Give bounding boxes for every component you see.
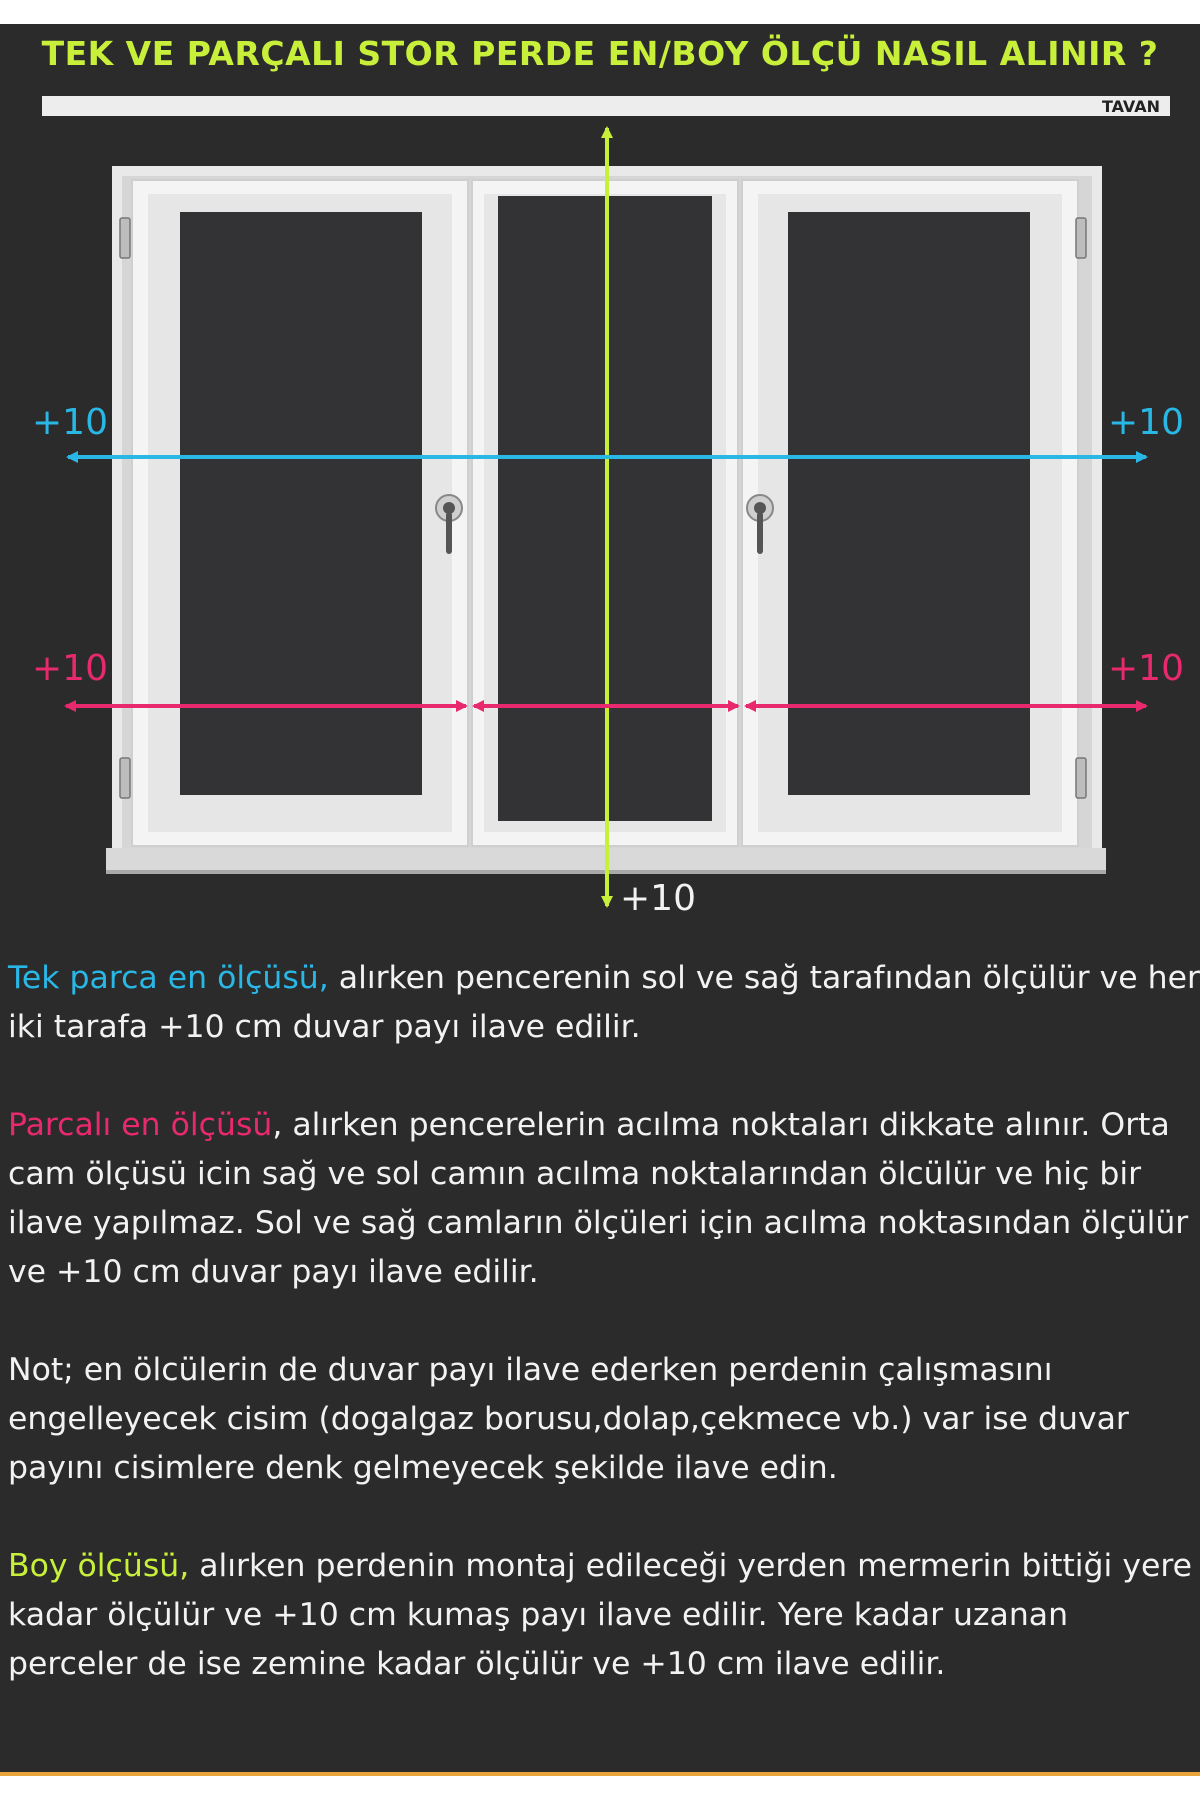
paragraph-note bbox=[8, 1346, 1200, 1493]
page-title: TEK VE PARÇALI STOR PERDE EN/BOY ÖLÇÜ NASIL ALINIR ? bbox=[41, 34, 1159, 73]
paragraph-highlight: Tek parca en ölçüsü, bbox=[8, 960, 329, 996]
paragraph-highlight: Boy ölçüsü, bbox=[8, 1548, 190, 1584]
instruction-sheet bbox=[0, 24, 1200, 1772]
pink-right-label: +10 bbox=[1108, 648, 1184, 689]
window-measurement-diagram bbox=[0, 24, 1200, 924]
bottom-accent-strip bbox=[0, 1772, 1200, 1776]
ceiling-bar bbox=[42, 96, 1170, 116]
paragraph-body: alırken pencerenin sol ve sağ tarafından ölçülür ve her iki tarafa +10 cm duvar payı ilave edilir. bbox=[8, 960, 1200, 1045]
green-bottom-label: +10 bbox=[620, 878, 696, 919]
blue-left-label: +10 bbox=[32, 402, 108, 443]
instructions-text bbox=[8, 954, 1200, 1689]
left-sash bbox=[132, 180, 468, 846]
pink-left-label: +10 bbox=[32, 648, 108, 689]
paragraph-body: alırken perdenin montaj edileceği yerden mermerin bittiği yere kadar ölçülür ve +10 cm kumaş payı ilave edilir. Yere kadar uzanan perceler de ise zemine kadar ölçülür ve +10 cm ilave edilir. bbox=[8, 1548, 1192, 1682]
ceiling-label: TAVAN bbox=[1101, 97, 1160, 116]
paragraph-single-width bbox=[8, 954, 1200, 1052]
paragraph-body: , alırken pencerelerin acılma noktaları dikkate alınır. Orta cam ölçüsü icin sağ ve sol camın acılma noktalarından ölcülür ve hiç bir ilave yapılmaz. Sol ve sağ camların ölçüleri için acılma noktasından ölçülür ve +10 cm duvar payı ilave edilir. bbox=[8, 1107, 1189, 1290]
paragraph-highlight: Parcalı en ölçüsü bbox=[8, 1107, 273, 1143]
paragraph-split-width bbox=[8, 1101, 1200, 1297]
paragraph-body: Not; en ölcülerin de duvar payı ilave ederken perdenin çalışmasını engelleyecek cisim (dogalgaz borusu,dolap,çekmece vb.) var ise duvar payını cisimlere denk gelmeyecek şekilde ilave edin. bbox=[8, 1352, 1129, 1486]
blue-right-label: +10 bbox=[1108, 402, 1184, 443]
right-sash bbox=[742, 180, 1078, 846]
paragraph-height bbox=[8, 1542, 1200, 1689]
